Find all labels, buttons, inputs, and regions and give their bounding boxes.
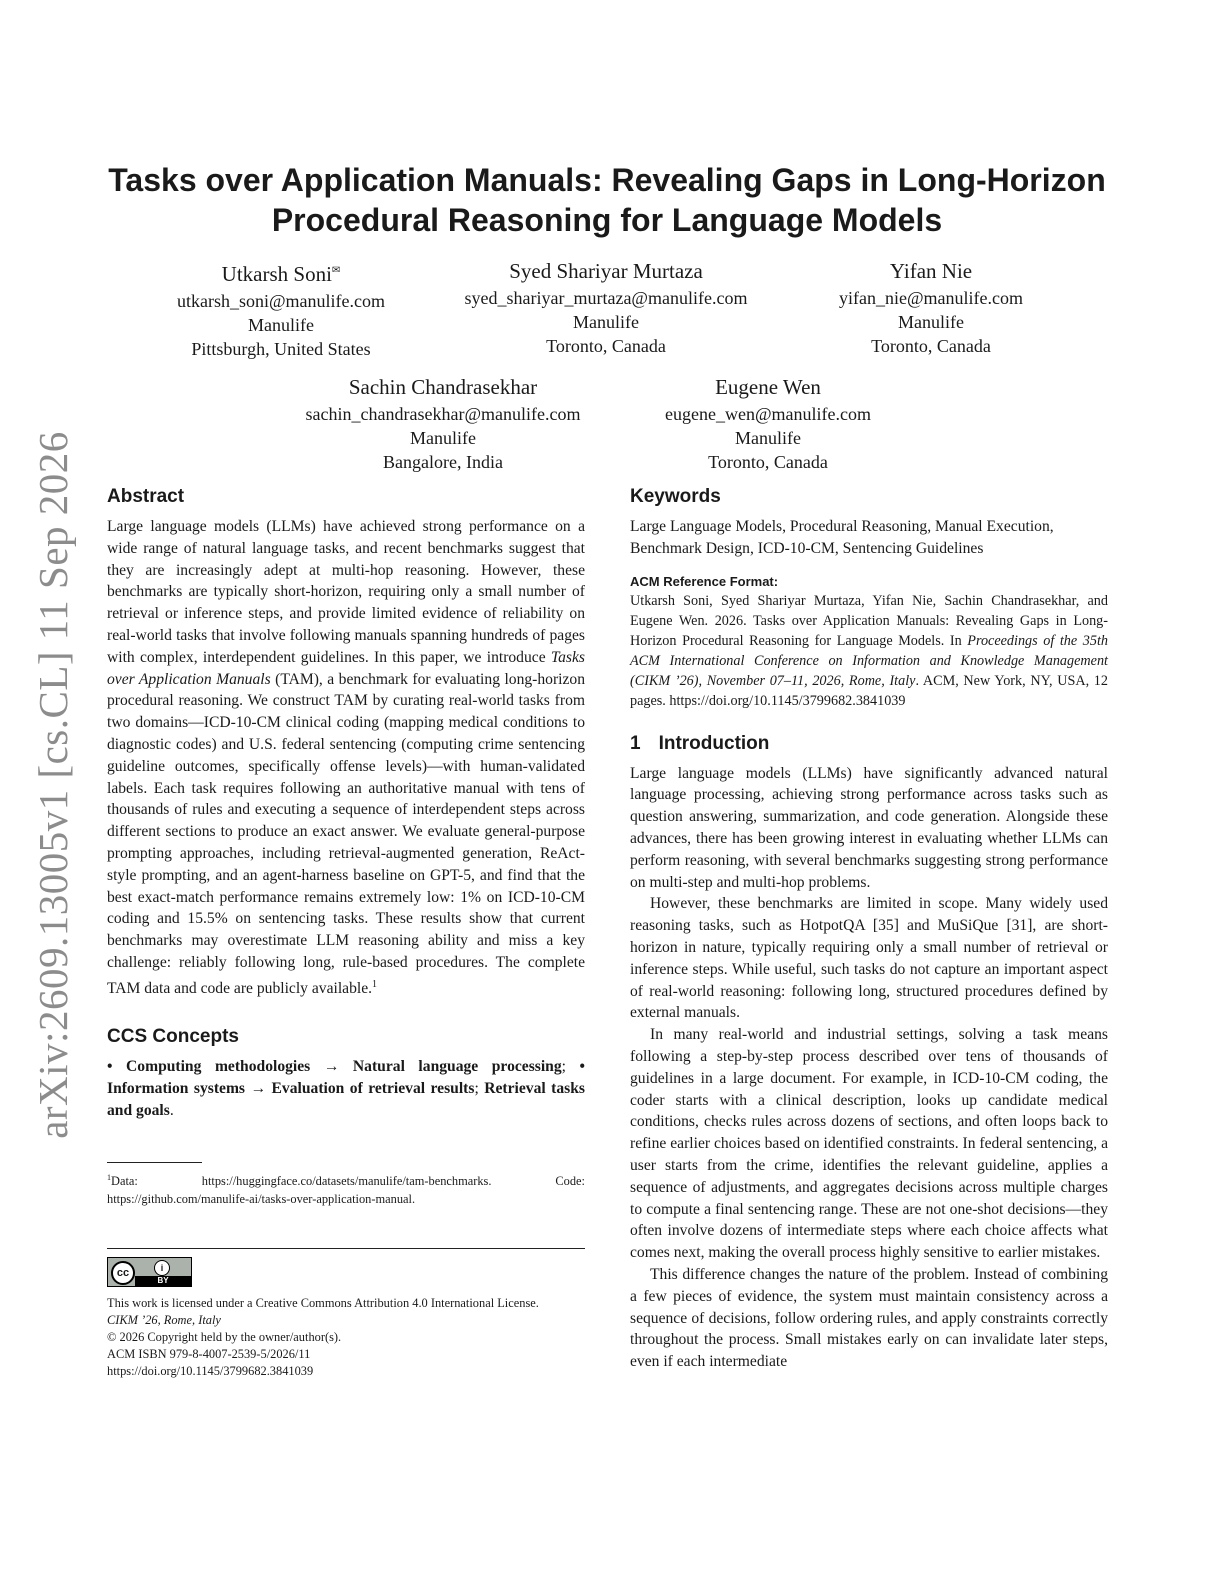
author-org: Manulife	[898, 312, 964, 332]
keywords-heading: Keywords	[630, 486, 721, 507]
author-email[interactable]: eugene_wen@manulife.com	[665, 404, 871, 424]
author-name: Yifan Nie	[889, 259, 973, 283]
intro-paragraph-3: In many real-world and industrial settings, solving a task means following a step-by-step process described over tens of thousands of guidelines in a large document. For example, in ICD-10-CM coding, the coder starts with a clinical description, looks up candidate medical conditions, checks rules across dozens of sections, and often loops back to refine earlier choices based on identified constraints. In federal sentencing, a user starts from the crime, identifies the relevant guideline, applies a sequence of adjustments, and aggregates decisions across multiple charges to compute a final sentencing range. These are not one-shot decisions—they often involve dozens of intermediate steps where each choice affects what comes next, making the overall process highly sensitive to earlier mistakes.	[630, 1026, 1109, 1262]
ccs-heading: CCS Concepts	[107, 1025, 239, 1047]
license-statement: This work is licensed under a Creative Commons Attribution 4.0 International License.	[107, 1295, 539, 1310]
left-column	[107, 484, 585, 1380]
acm-reference-heading: ACM Reference Format:	[630, 573, 779, 589]
conference-venue: CIKM ’26, Rome, Italy	[107, 1312, 221, 1327]
keywords-text: Large Language Models, Procedural Reasoning, Manual Execution, Benchmark Design, ICD-10-CM, Sentencing Guidelines	[630, 518, 1054, 557]
abstract-heading: Abstract	[107, 486, 185, 507]
author-block	[446, 256, 766, 358]
author-location: Toronto, Canada	[708, 452, 828, 472]
author-name: Sachin Chandrasekhar	[348, 375, 538, 399]
creative-commons-icon: cc	[111, 1261, 135, 1285]
footnote: $^1$Data: https://huggingface.co/datasets/manulife/tam-benchmarks. Code: https://github.com/manulife-ai/tasks-over-application-manual.	[107, 1172, 585, 1206]
cc-by-license-badge[interactable]	[107, 1257, 192, 1287]
arxiv-identifier: arXiv:2609.13005v1 [cs.CL] 11 Sep 2026	[30, 431, 76, 1139]
footnote-links[interactable]: Data: https://huggingface.co/datasets/manulife/tam-benchmarks. Code: https://github.com/manulife-ai/tasks-over-application-manual.	[107, 1173, 585, 1206]
license-divider	[107, 1248, 585, 1249]
abstract-text: Large language models (LLMs) have achieved strong performance on a wide range of natural language tasks, and recent benchmarks suggest that they are increasingly adept at multi-hop reasoning. However, these benchmarks are typically short-horizon, requiring only a small number of retrieval or inference steps, and provide limited evidence of reliability on real-world tasks that involve following manuals spanning hundreds of pages with complex, interdependent guidelines. In this paper, we introduce Tasks over Application Manuals (TAM), a benchmark for evaluating long-horizon procedural reasoning. We construct TAM by curating real-world tasks from two domains—ICD-10-CM clinical coding (mapping medical conditions to diagnostic codes) and U.S. federal sentencing (computing crime sentencing guideline outcomes, specifically offense levels)—with human-validated labels. Each task requires following an authoritative manual with tens of thousands of rules and executing a sequence of interdependent steps across different sections to produce an exact answer. We evaluate general-purpose prompting approaches, including retrieval-augmented generation, ReAct-style prompting, and an agent-harness baseline on GPT-5, and find that the best exact-match performance remains extremely low: 1% on ICD-10-CM coding and 15.5% on sentencing tasks. These results show that current benchmarks may overestimate LLM reasoning ability and miss a key challenge: reliably following long, rule-based procedures. The complete TAM data and code are publicly available.$^1$	[107, 518, 585, 997]
intro-heading: 1 Introduction	[630, 732, 770, 754]
footnote-divider	[107, 1162, 202, 1163]
right-column	[630, 484, 1108, 1373]
section-number: 1	[630, 732, 641, 754]
author-location: Pittsburgh, United States	[191, 339, 371, 359]
author-block	[283, 372, 603, 474]
author-location: Bangalore, India	[383, 452, 503, 472]
author-email[interactable]: yifan_nie@manulife.com	[838, 288, 1024, 308]
acm-reference-text: Utkarsh Soni, Syed Shariyar Murtaza, Yifan Nie, Sachin Chandrasekhar, and Eugene Wen. 2026. Tasks over Application Manuals: Revealing Gaps in Long-Horizon Procedural Reasoning for Language Models. In Proceedings of the 35th ACM International Conference on Information and Knowledge Management (CIKM ’26), November 07–11, 2026, Rome, Italy. ACM, New York, NY, USA, 12 pages. https://doi.org/10.1145/3799682.3841039	[630, 592, 1108, 709]
author-email[interactable]: syed_shariyar_murtaza@manulife.com	[464, 288, 748, 308]
author-name: Utkarsh Soni	[221, 262, 332, 286]
by-label: BY	[135, 1276, 191, 1286]
author-block	[811, 256, 1051, 358]
author-email[interactable]: sachin_chandrasekhar@manulife.com	[305, 404, 581, 424]
ccs-concepts: • Computing methodologies → Natural language processing; • Information systems → Evaluation of retrieval results; Retrieval tasks and goals.	[107, 1057, 585, 1119]
attribution-person-icon: i	[154, 1260, 170, 1276]
author-org: Manulife	[735, 428, 801, 448]
footnote-marker[interactable]: 1	[372, 978, 378, 990]
author-org: Manulife	[248, 315, 314, 335]
author-org: Manulife	[410, 428, 476, 448]
corresponding-author-icon: ✉	[331, 265, 341, 276]
intro-paragraph-1: Large language models (LLMs) have significantly advanced natural language processing, achieving strong performance across tasks such as question answering, summarization, and code generation. Alongside these advances, there has been growing interest in evaluating whether LLMs can perform reasoning, with several benchmarks suggesting strong performance on multi-step and multi-hop problems.	[630, 764, 1108, 891]
copyright: © 2026 Copyright held by the owner/author(s).	[107, 1329, 342, 1344]
author-name: Eugene Wen	[715, 375, 821, 399]
intro-paragraph-2: However, these benchmarks are limited in scope. Many widely used reasoning tasks, such as HotpotQA [35] and MuSiQue [31], are short-horizon in nature, typically requiring only a small number of retrieval or inference steps. While useful, such tasks do not capture an important aspect of real-world reasoning: following long, structured procedures defined by external manuals.	[630, 895, 1108, 1022]
title-line-1: Tasks over Application Manuals: Revealing Gaps in Long-Horizon	[108, 162, 1106, 198]
doi-link[interactable]: https://doi.org/10.1145/3799682.3841039	[107, 1363, 314, 1378]
author-name: Syed Shariyar Murtaza	[509, 259, 703, 283]
author-org: Manulife	[573, 312, 639, 332]
author-location: Toronto, Canada	[871, 336, 991, 356]
author-block	[638, 372, 898, 474]
isbn: ACM ISBN 979-8-4007-2539-5/2026/11	[107, 1346, 311, 1361]
title-line-2: Procedural Reasoning for Language Models	[271, 202, 943, 238]
author-location: Toronto, Canada	[546, 336, 666, 356]
paper-title	[90, 160, 1124, 240]
author-block	[151, 256, 411, 361]
intro-paragraph-4: This difference changes the nature of the problem. Instead of combining a few pieces of evidence, the system must maintain consistency across a sequence of decisions, follow ordering rules, and apply constraints correctly throughout the process. Small mistakes early on can invalidate later steps, even if each intermediate	[630, 1265, 1108, 1371]
author-email[interactable]: utkarsh_soni@manulife.com	[176, 291, 386, 311]
